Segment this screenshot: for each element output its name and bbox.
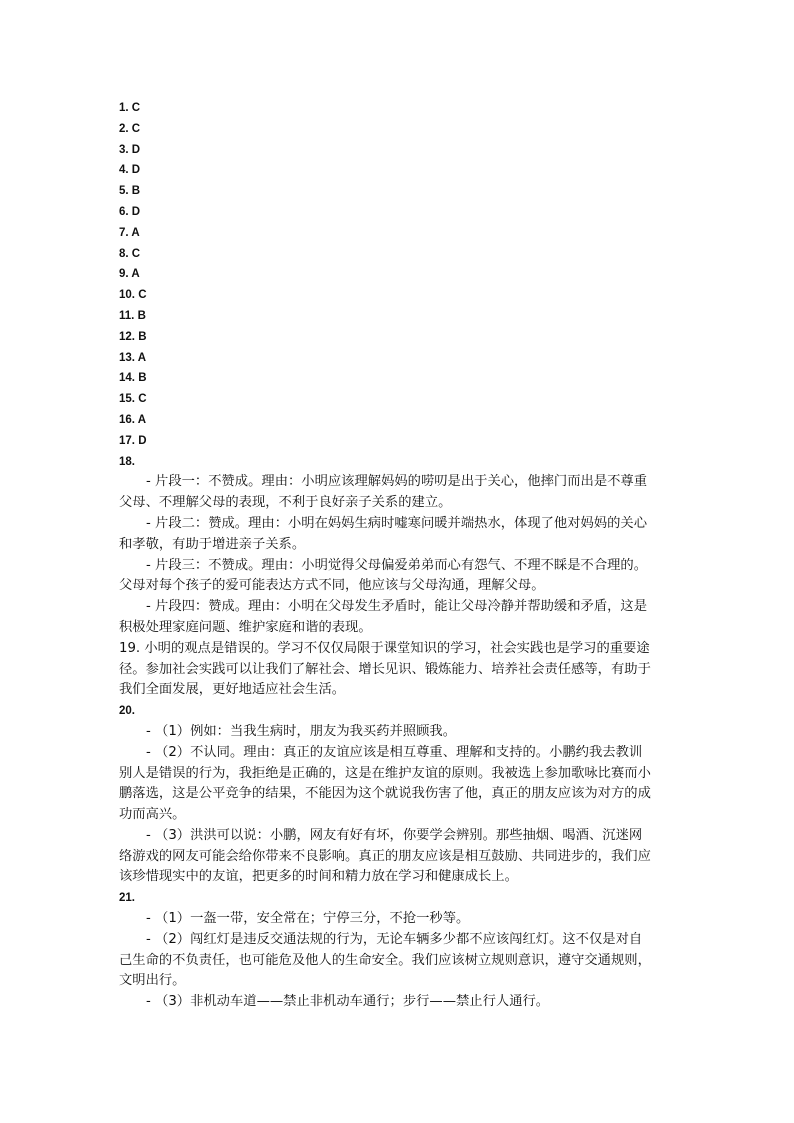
answer-line: 3. D [119, 143, 141, 156]
list-item: - （3）非机动车道——禁止非机动车通行；步行——禁止行人通行。 [146, 994, 550, 1010]
list-item-continuation: 鹏落选，这是公平竞争的结果，不能因为这个就说我伤害了他，真正的朋友应该为对方的成 [119, 786, 651, 802]
list-item-continuation: 功而高兴。 [119, 807, 186, 823]
list-item-continuation: 父母、不理解父母的表现，不利于良好亲子关系的建立。 [119, 495, 452, 511]
question-21 [119, 888, 679, 1013]
list-item: - （1）一盔一带，安全常在；宁停三分，不抢一秒等。 [146, 911, 470, 927]
list-item: - 片段二：赞成。理由：小明在妈妈生病时嘘寒问暖并端热水，体现了他对妈妈的关心 [146, 515, 648, 531]
question-number: 21. [119, 892, 135, 905]
answer-line: 4. D [119, 164, 141, 177]
answer-line: 1. C [119, 102, 141, 114]
list-item-continuation: 父母对每个孩子的爱可能表达方式不同，他应该与父母沟通，理解父母。 [119, 578, 545, 594]
answer-line: 7. A [119, 226, 140, 239]
answer-line: 2. C [119, 122, 141, 135]
answer-line: 13. A [119, 351, 147, 364]
paragraph-line: 径。参加社会实践可以让我们了解社会、增长见识、锻炼能力、培养社会责任感等，有助于 [119, 661, 651, 677]
list-item-continuation: 文明出行。 [119, 973, 186, 989]
answer-line: 15. C [119, 393, 147, 406]
answer-line: 9. A [119, 268, 140, 281]
answer-line: 12. B [119, 330, 147, 343]
answer-line: 14. B [119, 372, 147, 385]
list-item: - （2）不认同。理由：真正的友谊应该是相互尊重、理解和支持的。小鹏约我去教训 [146, 744, 643, 760]
answer-line: 8. C [119, 247, 141, 260]
paragraph-line: 我们全面发展，更好地适应社会生活。 [119, 682, 346, 698]
answer-line: 5. B [119, 185, 141, 198]
question-number: 20. [119, 705, 135, 718]
list-item: - 片段三：不赞成。理由：小明觉得父母偏爱弟弟而心有怨气、不理不睬是不合理的。 [146, 557, 648, 573]
list-item-continuation: 络游戏的网友可能会给你带来不良影响。真正的朋友应该是相互鼓励、共同进步的，我们应 [119, 848, 651, 864]
multiple-choice-answers [119, 98, 679, 452]
list-item-continuation: 己生命的不负责任，也可能危及他人的生命安全。我们应该树立规则意识，遵守交通规则， [119, 952, 651, 968]
list-item-continuation: 积极处理家庭问题、维护家庭和谐的表现。 [119, 619, 372, 635]
list-item: - 片段四：赞成。理由：小明在父母发生矛盾时，能让父母冷静并帮助缓和矛盾，这是 [146, 599, 648, 615]
list-item: - （3）洪洪可以说：小鹏，网友有好有坏，你要学会辨别。那些抽烟、喝酒、沉迷网 [146, 827, 643, 843]
question-19 [119, 639, 679, 701]
paragraph-line: 19. 小明的观点是错误的。学习不仅仅局限于课堂知识的学习，社会实践也是学习的重要途 [119, 640, 650, 656]
answer-line: 17. D [119, 434, 147, 447]
question-18 [119, 452, 679, 639]
list-item-continuation: 该珍惜现实中的友谊，把更多的时间和精力放在学习和健康成长上。 [119, 869, 518, 885]
answer-line: 6. D [119, 205, 141, 218]
answer-line: 11. B [119, 309, 146, 322]
list-item-continuation: 别人是错误的行为，我拒绝是正确的，这是在维护友谊的原则。我被选上参加歌咏比赛而小 [119, 765, 651, 781]
list-item: - （1）例如：当我生病时，朋友为我买药并照顾我。 [146, 723, 457, 739]
question-number: 18. [119, 455, 135, 468]
answer-key [119, 98, 679, 1013]
answer-line: 10. C [119, 289, 147, 302]
question-20 [119, 701, 679, 888]
list-item: - （2）闯红灯是违反交通法规的行为，无论车辆多少都不应该闯红灯。这不仅是对自 [146, 931, 643, 947]
list-item: - 片段一：不赞成。理由：小明应该理解妈妈的唠叨是出于关心，他摔门而出是不尊重 [146, 474, 648, 490]
list-item-continuation: 和孝敬，有助于增进亲子关系。 [119, 536, 306, 552]
answer-line: 16. A [119, 413, 147, 426]
